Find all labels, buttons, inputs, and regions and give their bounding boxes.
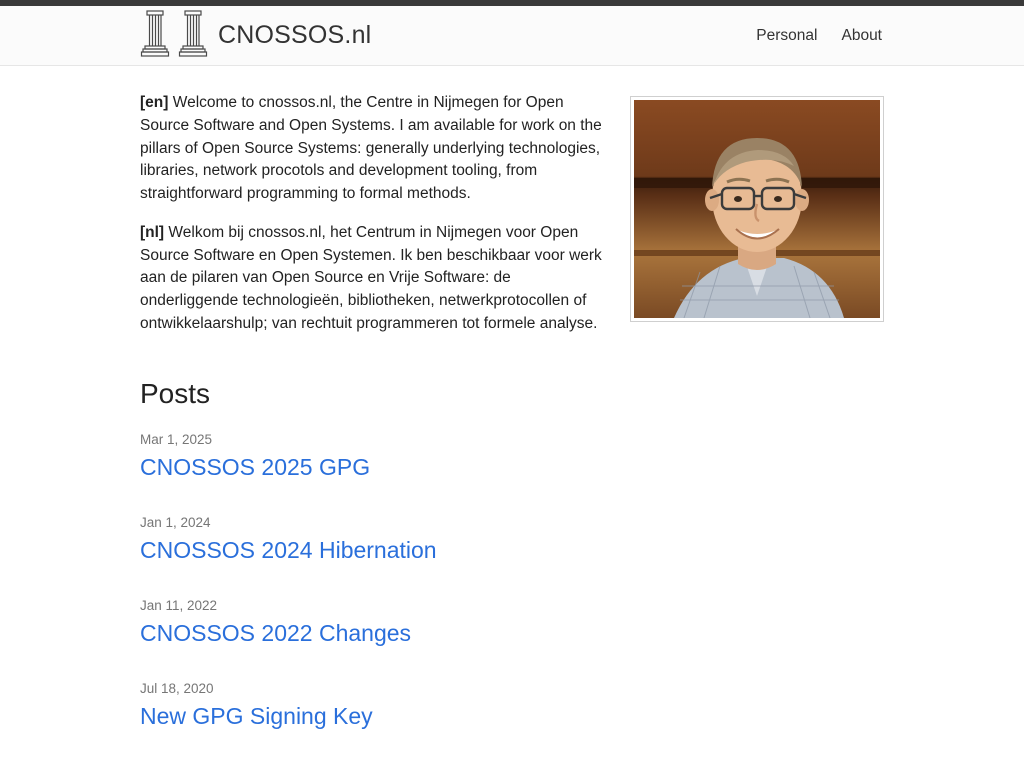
site-brand-name: CNOSSOS.nl bbox=[218, 21, 372, 49]
intro-text-nl: Welkom bij cnossos.nl, het Centrum in Nijmegen voor Open Source Software en Open Systemen. Ik ben beschikbaar voor werk aan de pilaren van Open Source en Vrije Software: de onderliggende technologieën, bibliotheken, netwerkprotocollen of ontwikkelaarshulp; van rechtuit programmeren tot formele analyse. bbox=[140, 223, 602, 333]
intro-section bbox=[140, 92, 884, 352]
intro-text-en: Welcome to cnossos.nl, the Centre in Nijmegen for Open Source Software and Open Systems. I am available for work on the pillars of Open Source Systems: generally underlying technologies, libraries, network procotols and development tooling, from straightforward programming to formal methods. bbox=[140, 94, 602, 203]
posts-heading: Posts bbox=[140, 378, 211, 409]
post-title-link[interactable]: New GPG Signing Key bbox=[140, 703, 373, 729]
portrait-photo bbox=[634, 100, 880, 318]
two-columns-icon bbox=[140, 8, 214, 64]
nav-item-about[interactable]: About bbox=[841, 27, 882, 44]
lang-tag-en: [en] bbox=[140, 94, 169, 111]
post-list bbox=[140, 432, 884, 730]
nav-item-personal[interactable]: Personal bbox=[756, 27, 818, 44]
intro-paragraph-nl bbox=[140, 222, 626, 336]
post-date: Mar 1, 2025 bbox=[140, 432, 213, 447]
main-nav bbox=[754, 6, 884, 66]
list-item bbox=[140, 598, 884, 647]
site-header bbox=[0, 6, 1024, 66]
site-logo-link[interactable] bbox=[140, 8, 371, 64]
portrait-frame bbox=[630, 96, 884, 322]
lang-tag-nl: [nl] bbox=[140, 223, 165, 241]
post-title-link[interactable]: CNOSSOS 2022 Changes bbox=[140, 620, 412, 646]
post-date: Jan 1, 2024 bbox=[140, 515, 211, 530]
post-date: Jan 11, 2022 bbox=[140, 598, 218, 613]
list-item bbox=[140, 681, 884, 730]
post-date: Jul 18, 2020 bbox=[140, 681, 214, 696]
list-item bbox=[140, 432, 884, 481]
post-title-link[interactable]: CNOSSOS 2024 Hibernation bbox=[140, 537, 437, 563]
list-item bbox=[140, 515, 884, 564]
intro-paragraph-en bbox=[140, 92, 626, 206]
post-title-link[interactable]: CNOSSOS 2025 GPG bbox=[140, 454, 371, 480]
page-content bbox=[0, 66, 1024, 730]
